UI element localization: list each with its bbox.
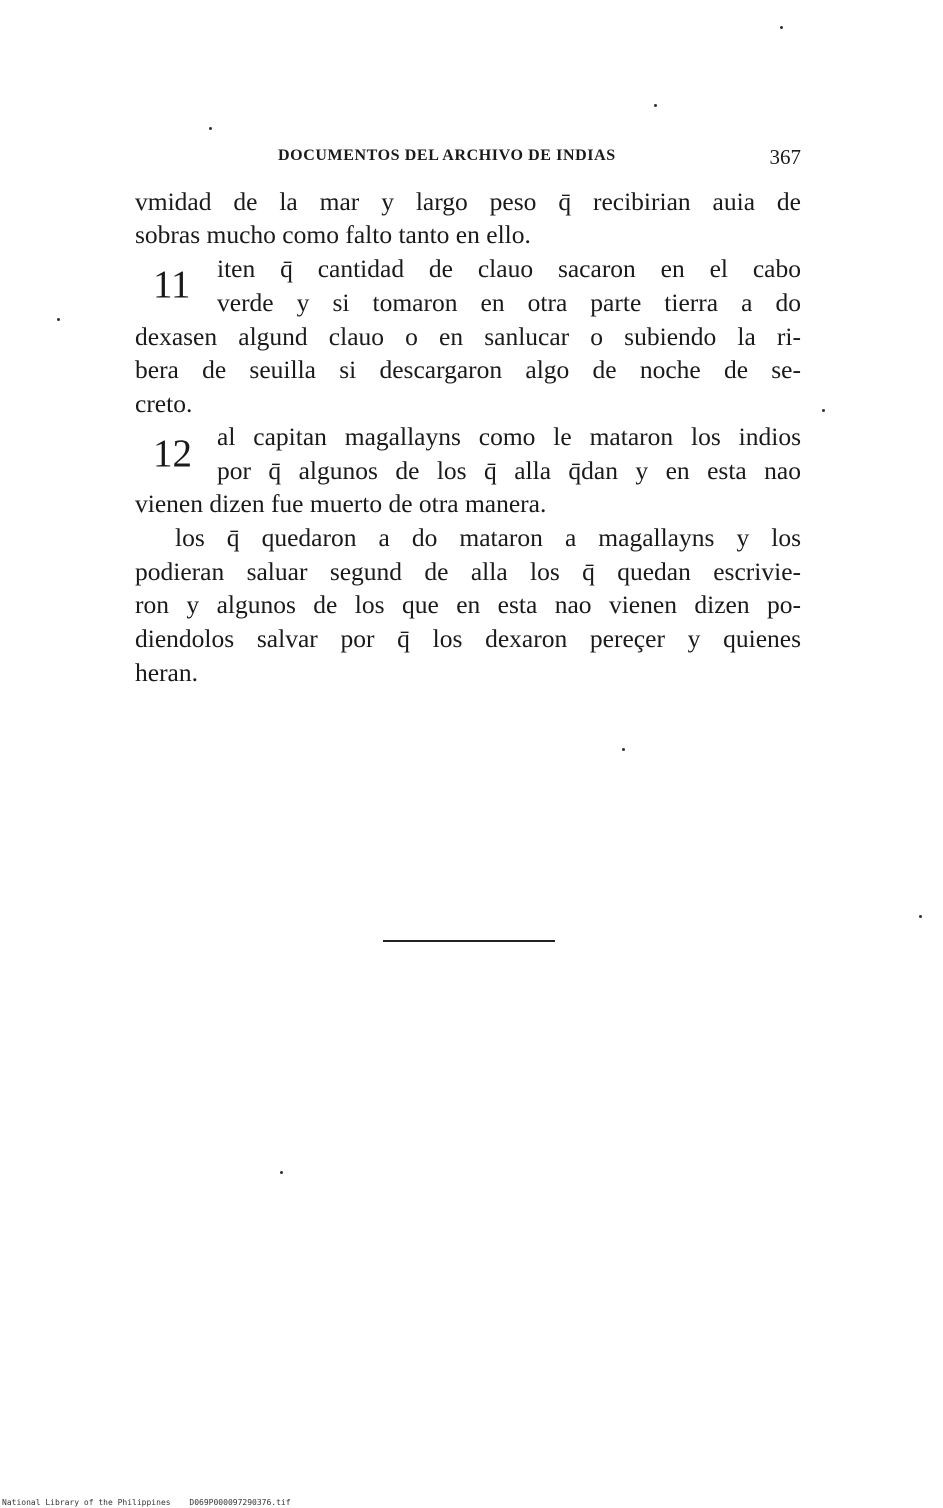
text-line-7: creto. bbox=[135, 389, 193, 418]
scan-speck bbox=[209, 127, 212, 130]
scan-speck bbox=[280, 1171, 283, 1174]
text-line-12: podieran saluar segund de alla los q̄ quedan escrivie- bbox=[135, 557, 801, 586]
scan-footer bbox=[2, 1498, 305, 1507]
text-line-3: iten q̄ cantidad de clauo sacaron en el cabo bbox=[217, 254, 801, 283]
text-line-14: diendolos salvar por q̄ los dexaron pereçer y quienes bbox=[135, 624, 801, 653]
header-title: DOCUMENTOS DEL ARCHIVO DE INDIAS bbox=[278, 147, 616, 164]
scan-speck bbox=[654, 104, 657, 107]
scan-speck bbox=[622, 748, 625, 751]
item-number-12: 12 bbox=[153, 432, 192, 475]
text-line-5: dexasen algund clauo o en sanlucar o subiendo la ri- bbox=[135, 322, 801, 351]
text-line-9: por q̄ algunos de los q̄ alla q̄dan y en esta nao bbox=[217, 456, 801, 485]
scan-speck bbox=[919, 915, 922, 918]
text-line-15: heran. bbox=[135, 658, 199, 687]
text-line-4: verde y si tomaron en otra parte tierra a do bbox=[217, 288, 801, 317]
scan-speck bbox=[57, 318, 60, 321]
footer-library: National Library of the Philippines bbox=[2, 1498, 171, 1507]
footer-file: D069P000097290376.tif bbox=[189, 1498, 291, 1507]
text-line-2: sobras mucho como falto tanto en ello. bbox=[135, 220, 531, 249]
text-line-8: al capitan magallayns como le mataron los indios bbox=[217, 422, 801, 451]
text-line-6: bera de seuilla si descargaron algo de noche de se- bbox=[135, 355, 801, 384]
running-header bbox=[135, 143, 801, 173]
item-number-11: 11 bbox=[153, 263, 191, 306]
text-line-13: ron y algunos de los que en esta nao vienen dizen po- bbox=[135, 590, 801, 619]
page-number: 367 bbox=[769, 145, 801, 169]
text-line-10: vienen dizen fue muerto de otra manera. bbox=[135, 489, 547, 518]
text-line-11: los q̄ quedaron a do mataron a magallayns y los bbox=[175, 523, 801, 552]
scan-speck bbox=[780, 26, 783, 29]
section-end-rule bbox=[383, 940, 555, 942]
scan-speck bbox=[822, 409, 825, 412]
text-line-1: vmidad de la mar y largo peso q̄ recibirian auia de bbox=[135, 187, 801, 216]
